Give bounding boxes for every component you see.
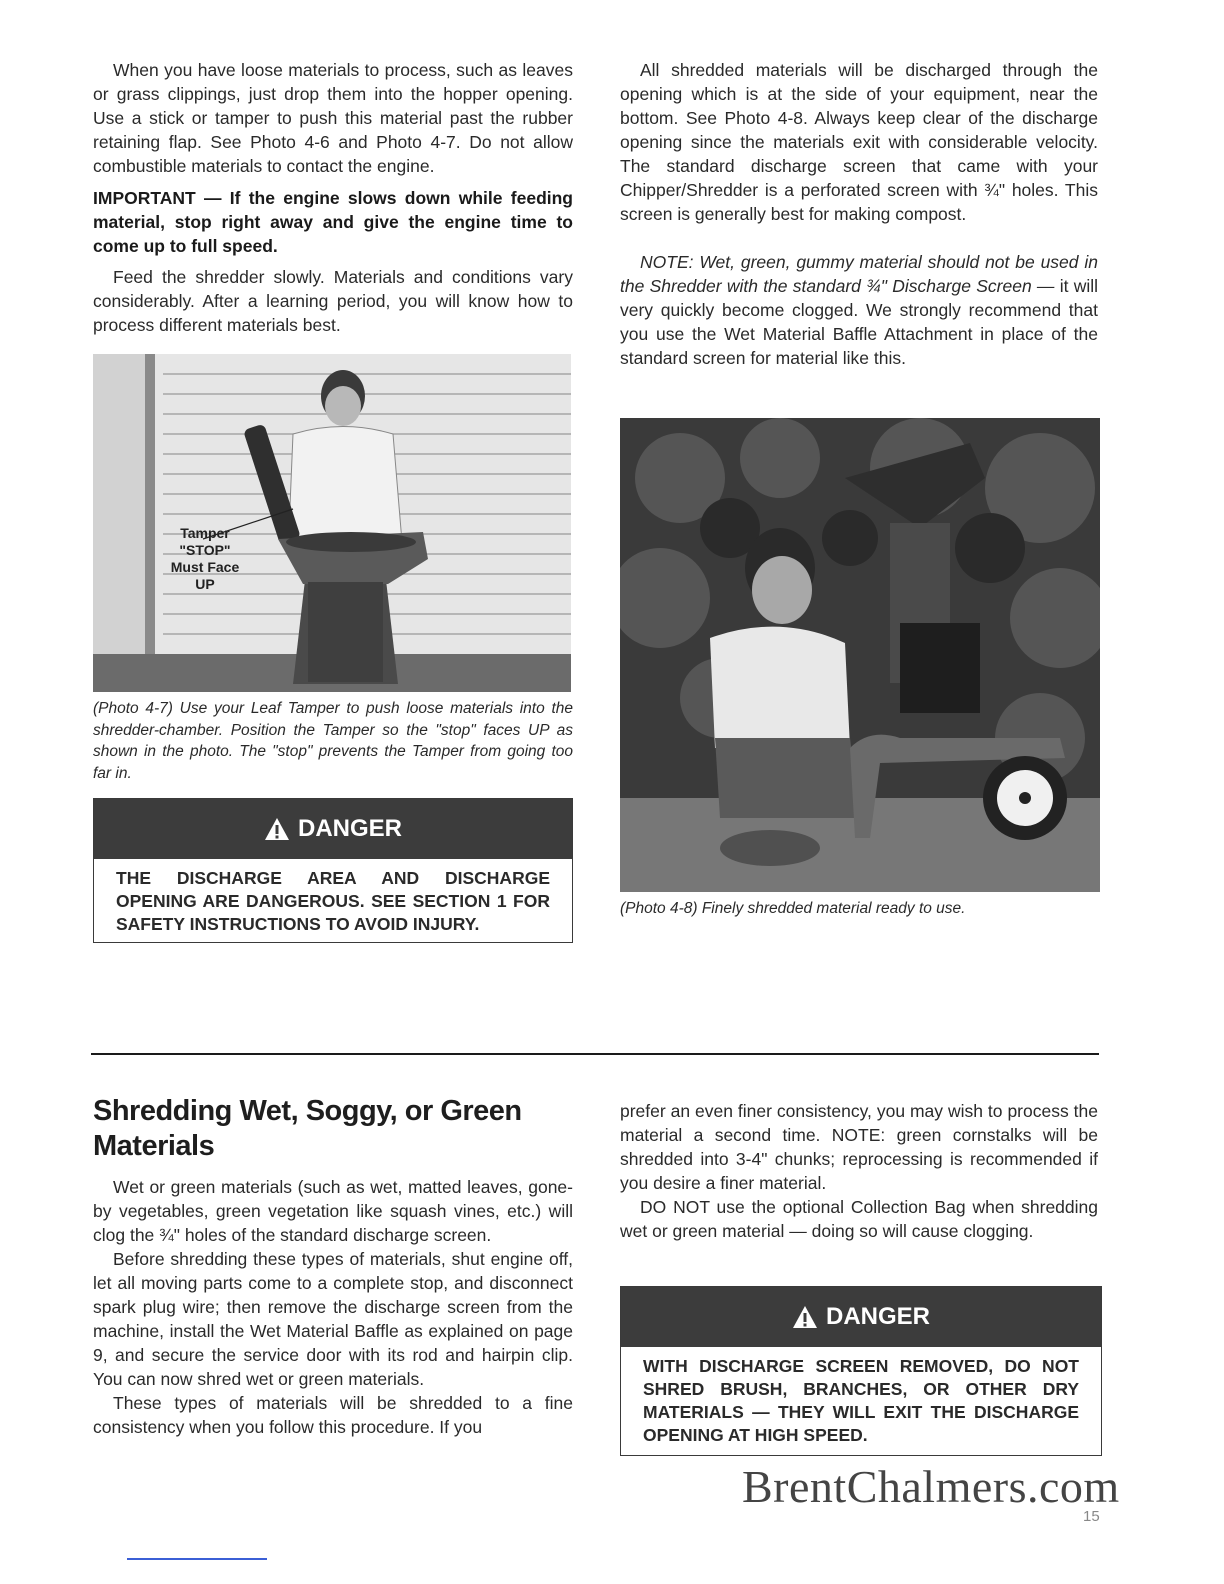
wet-material-note <box>620 250 1098 370</box>
section2-right-column <box>620 1099 1098 1456</box>
danger-body: THE DISCHARGE AREA AND DISCHARGE OPENING ARE DANGEROUS. SEE SECTION 1 FOR SAFETY INSTRUCTIONS TO AVOID INJURY. <box>116 868 550 934</box>
photo-4-7-caption: (Photo 4-7) Use your Leaf Tamper to push loose materials into the shredder-chamber. Position the Tamper so the "stop" faces UP as shown in the photo. The "stop" prevents the Tamper from going too far in. <box>93 700 573 782</box>
danger-header-2 <box>621 1287 1101 1347</box>
callout-line-3: Must Face <box>170 559 240 575</box>
wet-materials-paragraph: Wet or green materials (such as wet, matted leaves, gone-by vegetables, green vegetation like squash vines, etc.) will clog the ¾" holes of the standard discharge screen. <box>93 1177 573 1245</box>
blue-underline <box>127 1558 267 1560</box>
callout-line-4: UP <box>195 576 215 592</box>
discharge-paragraph: All shredded materials will be discharged through the opening which is at the side of your equipment, near the bottom. See Photo 4-8. Always keep clear of the discharge opening since the materials exit with considerable velocity. The standard discharge screen that came with your Chipper/Shredder is a perforated screen with ¾" holes. This screen is generally best for making compost. <box>620 60 1098 224</box>
watermark: BrentChalmers.com <box>742 1461 1120 1512</box>
fine-consistency-paragraph: These types of materials will be shredded to a fine consistency when you follow this procedure. If you <box>93 1393 573 1437</box>
section2-left-column <box>93 1175 573 1439</box>
note-italic: NOTE: Wet, green, gummy material should not be used in the Shredder with the standard ¾" Discharge Screen — <box>620 252 1098 296</box>
before-shredding-paragraph: Before shredding these types of materials, shut engine off, let all moving parts come to a complete stop, and disconnect spark plug wire; then remove the discharge screen from the machine, install the Wet Material Baffle as explained on page 9, and secure the service door with its rod and hairpin clip. You can now shred wet or green materials. <box>93 1249 573 1389</box>
photo-4-8 <box>620 418 1100 892</box>
photo-4-7 <box>93 354 571 692</box>
right-column <box>620 58 1098 920</box>
warning-triangle-icon <box>264 817 290 841</box>
danger-title-2: DANGER <box>825 1303 930 1330</box>
section-heading: Shredding Wet, Soggy, or Green Materials <box>93 1095 522 1162</box>
callout-line-2: "STOP" <box>179 542 231 558</box>
finer-consistency-paragraph: prefer an even finer consistency, you may wish to process the material a second time. NOTE: green cornstalks will be shredded into 3-4" chunks; reprocessing is recommended if you desire a finer material. <box>620 1101 1098 1193</box>
note-plain: it will very quickly become clogged. We strongly recommend that you use the Wet Material Baffle Attachment in place of the standard screen for material like this. <box>620 276 1098 368</box>
tamper-photo-illustration <box>93 354 571 692</box>
collection-bag-paragraph: DO NOT use the optional Collection Bag when shredding wet or green material — doing so will cause clogging. <box>620 1197 1098 1241</box>
tamper-callout <box>165 525 245 593</box>
photo-4-8-caption: (Photo 4-8) Finely shredded material ready to use. <box>620 900 966 917</box>
important-notice: IMPORTANT — If the engine slows down while feeding material, stop right away and give the engine time to come up to full speed. <box>93 188 573 256</box>
shredder-photo-illustration <box>620 418 1100 892</box>
danger-title: DANGER <box>297 815 402 842</box>
feed-paragraph: Feed the shredder slowly. Materials and conditions vary considerably. After a learning period, you will know how to process different materials best. <box>93 267 573 335</box>
danger-box-screen-removed <box>620 1286 1102 1456</box>
left-column <box>93 58 573 943</box>
intro-paragraph: When you have loose materials to process, such as leaves or grass clippings, just drop them into the hopper opening. Use a stick or tamper to push this material past the rubber retaining flap. See Photo 4-6 and Photo 4-7. Do not allow combustible materials to contact the engine. <box>93 60 573 176</box>
danger-box-discharge <box>93 798 573 943</box>
warning-triangle-icon <box>792 1305 818 1329</box>
page-number: 15 <box>1083 1508 1100 1525</box>
danger-body-2: WITH DISCHARGE SCREEN REMOVED, DO NOT SHRED BRUSH, BRANCHES, OR OTHER DRY MATERIALS — THEY WILL EXIT THE DISCHARGE OPENING AT HIGH SPEED. <box>643 1356 1079 1445</box>
section-divider <box>91 1053 1099 1055</box>
callout-line-1: Tamper <box>180 525 230 541</box>
danger-header <box>94 799 572 859</box>
